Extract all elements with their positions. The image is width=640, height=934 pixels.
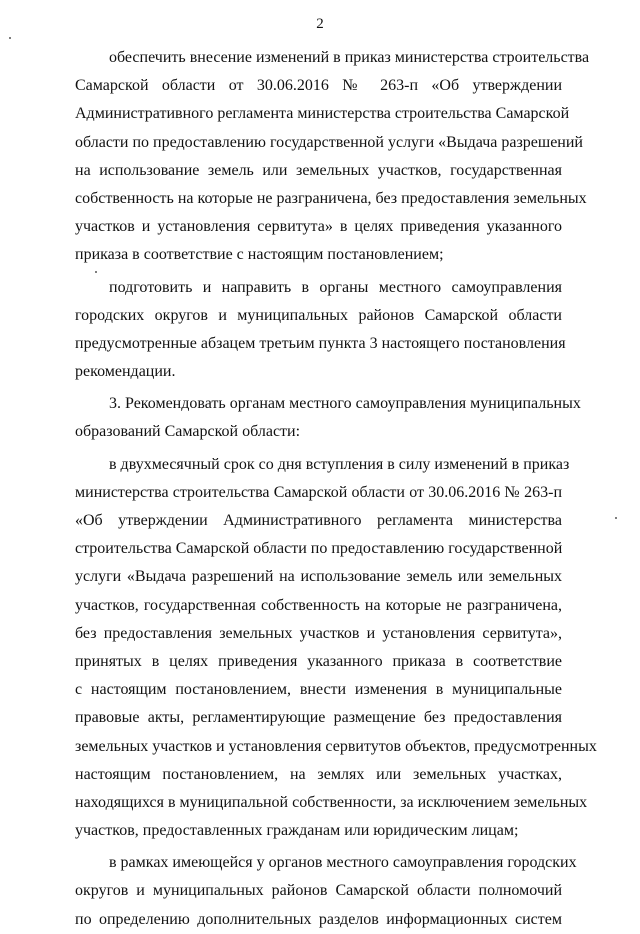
text-line: настоящим постановлением, на землях или земельных участках,: [75, 765, 562, 783]
text-line: правовые акты, регламентирующие размещение без предоставления: [75, 709, 562, 727]
paragraph: [75, 390, 581, 446]
page-number: 2: [316, 16, 324, 32]
text-line: по определению дополнительных разделов информационных систем: [75, 910, 562, 928]
text-line: собственность на которые не разграничена, без предоставления земельных: [75, 189, 587, 207]
text-line: подготовить и направить в органы местного самоуправления: [109, 278, 562, 296]
text-line: «Об утверждении Административного регламента министерства: [75, 512, 562, 529]
text-line: принятых в целях приведения указанного приказа в соответствие: [75, 652, 562, 670]
text-line: городских округов и муниципальных районов Самарской области: [75, 306, 562, 324]
document-body: [75, 44, 597, 934]
text-line: предусмотренные абзацем третьим пункта 3 настоящего постановления: [75, 334, 566, 352]
text-line: Самарской области от 30.06.2016 № 263-п «Об утверждении: [75, 77, 562, 95]
text-line: обеспечить внесение изменений в приказ министерства строительства: [109, 49, 590, 66]
text-line: образований Самарской области:: [75, 423, 301, 441]
text-line: округов и муниципальных районов Самарской области полномочий: [75, 882, 562, 900]
text-line: участков, государственная собственность на которые не разграничена,: [75, 596, 562, 614]
text-line: земельных участков и установления сервитутов объектов, предусмотренных: [75, 737, 597, 755]
scan-speck: [9, 37, 11, 39]
paragraph: [75, 274, 566, 387]
text-line: строительства Самарской области по предоставлению государственной: [75, 540, 563, 558]
text-line: с настоящим постановлением, внести изменения в муниципальные: [75, 681, 562, 699]
scan-speck: [615, 517, 617, 519]
text-line: услуги «Выдача разрешений на использование земель или земельных: [75, 568, 562, 586]
text-line: министерства строительства Самарской области от 30.06.2016 № 263-п: [75, 483, 562, 501]
text-line: находящихся в муниципальной собственности, за исключением земельных: [75, 793, 588, 811]
paragraph: [75, 451, 597, 846]
scan-speck: [95, 271, 97, 273]
text-line: участков, предоставленных гражданам или юридическим лицам;: [75, 822, 519, 840]
paragraph: [75, 849, 577, 934]
text-line: на использование земель или земельных участков, государственная: [75, 161, 562, 179]
text-line: в рамках имеющейся у органов местного самоуправления городских: [109, 854, 577, 872]
text-line: участков и установления сервитута» в целях приведения указанного: [75, 218, 562, 236]
text-line: Административного регламента министерства строительства Самарской: [75, 105, 570, 123]
paragraph: [75, 44, 590, 270]
text-line: области по предоставлению государственной услуги «Выдача разрешений: [75, 133, 583, 151]
text-line: 3. Рекомендовать органам местного самоуправления муниципальных: [109, 395, 581, 413]
text-line: без предоставления земельных участков и установления сервитута»,: [75, 624, 562, 642]
text-line: в двухмесячный срок со дня вступления в силу изменений в приказ: [109, 455, 570, 473]
text-line: приказа в соответствие с настоящим постановлением;: [75, 246, 444, 264]
text-line: рекомендации.: [75, 363, 176, 381]
